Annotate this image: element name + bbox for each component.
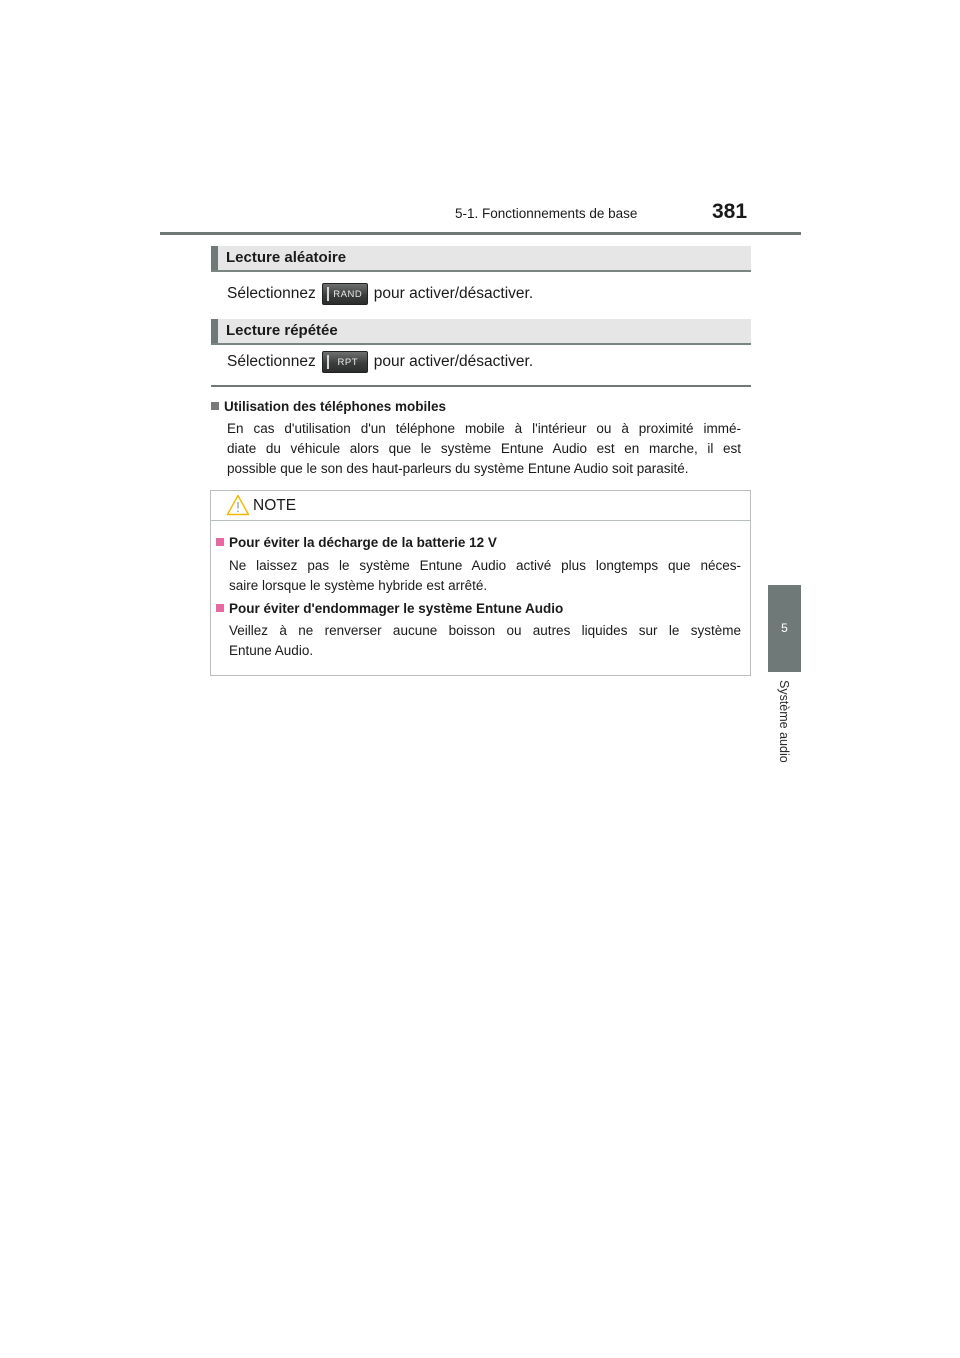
paragraph-line: En cas d'utilisation d'un téléphone mobile à l'intérieur ou à proximité immé- xyxy=(227,421,741,436)
paragraph-line: Entune Audio. xyxy=(229,643,314,658)
mobile-info-heading: Utilisation des téléphones mobiles xyxy=(224,399,447,414)
heading-bar xyxy=(211,319,218,343)
chapter-label-container xyxy=(770,680,798,780)
note-item-paragraph xyxy=(229,621,741,661)
rpt-button-label: RPT xyxy=(337,356,359,368)
paragraph-line: saire lorsque le système hybride est arrêté. xyxy=(229,578,488,593)
note-title: NOTE xyxy=(253,497,297,514)
note-item-heading-row xyxy=(216,600,563,618)
chapter-number: 5 xyxy=(781,621,788,635)
instruction-after: pour activer/désactiver. xyxy=(373,353,534,370)
note-item-paragraph xyxy=(229,556,741,596)
note-header xyxy=(211,491,750,521)
paragraph-line: Veillez à ne renverser aucune boisson ou autres liquides sur le système xyxy=(229,623,741,638)
instruction-before: Sélectionnez xyxy=(227,353,316,370)
rpt-button-icon xyxy=(322,351,368,373)
paragraph-line: diate du véhicule alors que le système Entune Audio est en marche, il est xyxy=(227,441,741,456)
note-box xyxy=(210,490,751,676)
note-item-heading-row xyxy=(216,534,497,552)
paragraph-line: possible que le son des haut-parleurs du système Entune Audio soit parasité. xyxy=(227,461,689,476)
mobile-info-heading-row xyxy=(211,398,446,416)
square-bullet-icon xyxy=(211,402,219,410)
rand-button-icon xyxy=(322,283,368,305)
square-bullet-icon xyxy=(216,604,224,612)
rand-button-label: RAND xyxy=(333,288,363,300)
warning-triangle-icon xyxy=(226,494,250,516)
section-heading-text: Lecture aléatoire xyxy=(226,249,347,266)
note-item-heading: Pour éviter la décharge de la batterie 12 V xyxy=(229,535,497,550)
random-instruction xyxy=(227,283,533,305)
header-rule xyxy=(160,232,801,235)
instruction-after: pour activer/désactiver. xyxy=(373,285,534,302)
repeat-instruction xyxy=(227,351,533,373)
chapter-tab xyxy=(768,585,801,672)
section-heading-repeat xyxy=(211,319,751,345)
paragraph-line: Ne laissez pas le système Entune Audio activé plus longtemps que néces- xyxy=(229,558,741,573)
section-heading-random xyxy=(211,246,751,272)
square-bullet-icon xyxy=(216,538,224,546)
section-heading-text: Lecture répétée xyxy=(226,322,338,339)
instruction-before: Sélectionnez xyxy=(227,285,316,302)
note-item-heading: Pour éviter d'endommager le système Entune Audio xyxy=(229,601,564,616)
heading-bar xyxy=(211,246,218,270)
section-separator xyxy=(211,385,751,387)
page-number: 381 xyxy=(712,200,748,223)
mobile-info-paragraph xyxy=(227,419,741,479)
chapter-label: Système audio xyxy=(777,680,791,763)
running-header-section: 5-1. Fonctionnements de base xyxy=(455,206,638,221)
